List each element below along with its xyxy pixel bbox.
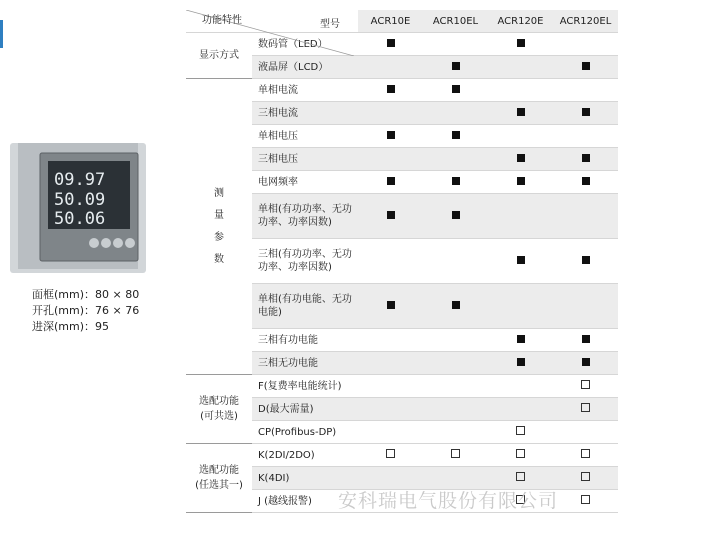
category-label: 测量参数 — [214, 187, 224, 265]
support-cell — [488, 444, 553, 467]
hollow-square-icon — [516, 472, 525, 481]
support-cell — [553, 467, 618, 490]
feature-label: 单相(有功电能、无功电能) — [252, 284, 358, 329]
filled-square-icon — [387, 131, 395, 139]
support-cell — [358, 56, 423, 79]
feature-label: 液晶屏（LCD） — [252, 56, 358, 79]
support-cell — [358, 33, 423, 56]
meter-reading-2: 50.09 — [54, 190, 106, 210]
support-cell — [488, 125, 553, 148]
filled-square-icon — [387, 177, 395, 185]
support-cell — [423, 239, 488, 284]
header-diagonal-cell — [186, 10, 358, 33]
support-cell — [358, 239, 423, 284]
support-cell — [423, 148, 488, 171]
filled-square-icon — [452, 131, 460, 139]
model-header-label: 型号 — [320, 19, 340, 30]
category-cell — [186, 375, 252, 444]
feature-label: 三相电压 — [252, 148, 358, 171]
support-cell — [488, 375, 553, 398]
support-cell — [553, 284, 618, 329]
category-label: 显示方式 — [199, 50, 239, 61]
support-cell — [553, 79, 618, 102]
filled-square-icon — [582, 62, 590, 70]
table-row — [186, 444, 618, 467]
filled-square-icon — [452, 85, 460, 93]
dimension-specs — [32, 287, 139, 335]
support-cell — [423, 375, 488, 398]
support-cell — [488, 329, 553, 352]
filled-square-icon — [517, 154, 525, 162]
filled-square-icon — [582, 177, 590, 185]
filled-square-icon — [452, 62, 460, 70]
hollow-square-icon — [581, 403, 590, 412]
support-cell — [488, 398, 553, 421]
support-cell — [423, 284, 488, 329]
support-cell — [358, 284, 423, 329]
table-row — [186, 375, 618, 398]
support-cell — [553, 444, 618, 467]
filled-square-icon — [517, 358, 525, 366]
support-cell — [423, 329, 488, 352]
feature-label: K(4DI) — [252, 467, 358, 490]
hollow-square-icon — [581, 449, 590, 458]
support-cell — [423, 171, 488, 194]
support-cell — [358, 148, 423, 171]
support-cell — [553, 33, 618, 56]
hollow-square-icon — [581, 495, 590, 504]
hollow-square-icon — [451, 449, 460, 458]
filled-square-icon — [452, 301, 460, 309]
support-cell — [553, 239, 618, 284]
support-cell — [488, 171, 553, 194]
filled-square-icon — [387, 301, 395, 309]
spec-panel-size: 面框(mm)：80 × 80 — [32, 288, 140, 301]
support-cell — [423, 421, 488, 444]
support-cell — [358, 352, 423, 375]
meter-reading-3: 50.06 — [54, 209, 106, 229]
support-cell — [358, 421, 423, 444]
support-cell — [358, 329, 423, 352]
model-header-acr10el: ACR10EL — [423, 10, 488, 33]
support-cell — [553, 102, 618, 125]
filled-square-icon — [517, 39, 525, 47]
filled-square-icon — [582, 108, 590, 116]
support-cell — [423, 352, 488, 375]
support-cell — [488, 284, 553, 329]
filled-square-icon — [582, 335, 590, 343]
support-cell — [423, 33, 488, 56]
support-cell — [488, 194, 553, 239]
feature-label: CP(Profibus-DP) — [252, 421, 358, 444]
support-cell — [358, 102, 423, 125]
filled-square-icon — [582, 256, 590, 264]
hollow-square-icon — [581, 380, 590, 389]
filled-square-icon — [387, 85, 395, 93]
support-cell — [358, 125, 423, 148]
meter-reading-1: 09.97 — [54, 170, 106, 190]
feature-label: 三相无功电能 — [252, 352, 358, 375]
support-cell — [553, 194, 618, 239]
model-header-acr10e: ACR10E — [358, 10, 423, 33]
support-cell — [423, 444, 488, 467]
support-cell — [358, 375, 423, 398]
support-cell — [488, 56, 553, 79]
support-cell — [553, 125, 618, 148]
filled-square-icon — [517, 108, 525, 116]
category-label: 选配功能(任选其一) — [195, 465, 243, 491]
category-cell — [186, 444, 252, 513]
support-cell — [488, 421, 553, 444]
feature-label: 三相有功电能 — [252, 329, 358, 352]
feature-label: J (越线报警) — [252, 490, 358, 513]
feature-label: K(2DI/2DO) — [252, 444, 358, 467]
support-cell — [358, 171, 423, 194]
support-cell — [358, 194, 423, 239]
filled-square-icon — [582, 358, 590, 366]
support-cell — [488, 148, 553, 171]
feature-label: 三相电流 — [252, 102, 358, 125]
support-cell — [488, 79, 553, 102]
support-cell — [423, 398, 488, 421]
support-cell — [553, 148, 618, 171]
model-feature-table — [186, 10, 618, 513]
support-cell — [488, 352, 553, 375]
support-cell — [553, 490, 618, 513]
filled-square-icon — [517, 177, 525, 185]
power-meter-photo — [10, 143, 146, 273]
support-cell — [488, 102, 553, 125]
support-cell — [553, 329, 618, 352]
support-cell — [553, 421, 618, 444]
model-header-acr120e: ACR120E — [488, 10, 553, 33]
support-cell — [423, 56, 488, 79]
hollow-square-icon — [516, 449, 525, 458]
support-cell — [488, 239, 553, 284]
filled-square-icon — [452, 177, 460, 185]
table-header-row — [186, 10, 618, 33]
support-cell — [553, 352, 618, 375]
feature-label: 数码管（LED） — [252, 33, 358, 56]
feature-label: 单相电流 — [252, 79, 358, 102]
table-row — [186, 79, 618, 102]
accent-bar — [0, 20, 3, 48]
category-label: 选配功能(可共选) — [199, 396, 239, 422]
filled-square-icon — [387, 39, 395, 47]
model-header-acr120el: ACR120EL — [553, 10, 618, 33]
support-cell — [358, 444, 423, 467]
filled-square-icon — [452, 211, 460, 219]
support-cell — [423, 125, 488, 148]
support-cell — [553, 56, 618, 79]
feature-label: 单相电压 — [252, 125, 358, 148]
spec-depth: 进深(mm)：95 — [32, 320, 110, 333]
filled-square-icon — [387, 211, 395, 219]
feature-label: 单相(有功功率、无功功率、功率因数) — [252, 194, 358, 239]
feature-header-label: 功能特性 — [202, 15, 242, 26]
feature-label: 三相(有功功率、无功功率、功率因数) — [252, 239, 358, 284]
watermark-text: 安科瑞电气股份有限公司 — [338, 490, 559, 512]
hollow-square-icon — [516, 426, 525, 435]
feature-label: 电网频率 — [252, 171, 358, 194]
feature-label: F(复费率电能统计) — [252, 375, 358, 398]
support-cell — [553, 171, 618, 194]
support-cell — [423, 102, 488, 125]
support-cell — [423, 194, 488, 239]
filled-square-icon — [582, 154, 590, 162]
support-cell — [423, 79, 488, 102]
filled-square-icon — [517, 335, 525, 343]
category-cell — [186, 79, 252, 375]
support-cell — [488, 33, 553, 56]
hollow-square-icon — [386, 449, 395, 458]
support-cell — [358, 398, 423, 421]
hollow-square-icon — [581, 472, 590, 481]
filled-square-icon — [517, 256, 525, 264]
support-cell — [553, 375, 618, 398]
support-cell — [553, 398, 618, 421]
spec-cutout-size: 开孔(mm)：76 × 76 — [32, 304, 140, 317]
feature-label: D(最大需量) — [252, 398, 358, 421]
support-cell — [358, 79, 423, 102]
